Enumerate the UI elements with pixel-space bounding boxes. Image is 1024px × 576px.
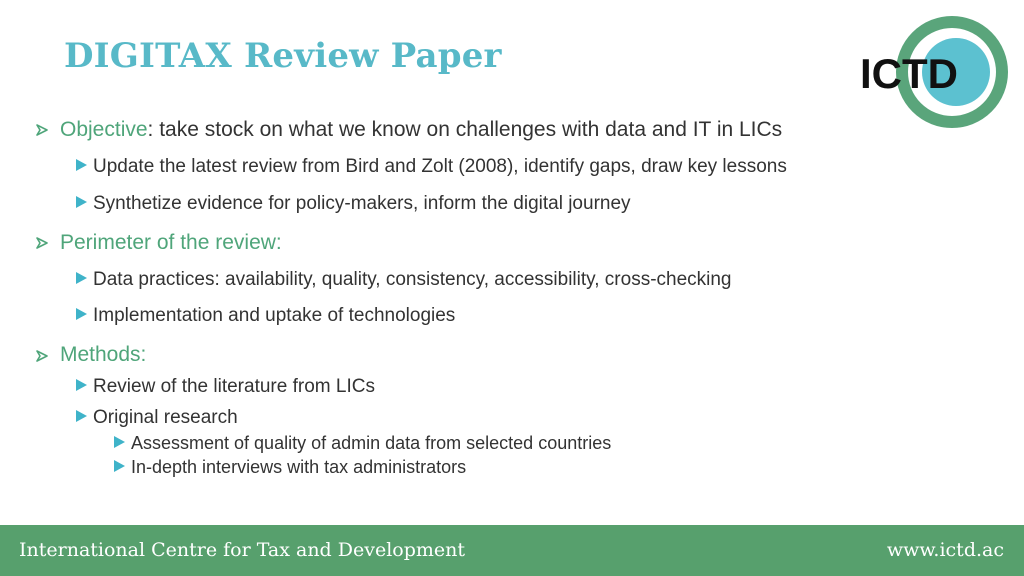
hollow-arrowhead-icon [36,124,48,136]
sub-bullet-text: Review of the literature from LICs [93,376,375,397]
sub-bullet-text: Update the latest review from Bird and Zolt (2008), identify gaps, draw key lessons [93,156,787,177]
triangle-right-icon [76,196,87,208]
sub-bullet [76,376,375,398]
sub-bullet-text: Data practices: availability, quality, consistency, accessibility, cross-checking [93,269,732,290]
sub-bullet-text: Synthetize evidence for policy-makers, inform the digital journey [93,193,631,214]
triangle-right-icon [114,436,125,448]
sub-bullet [76,269,732,291]
sub-bullet-text: Implementation and uptake of technologies [93,305,456,326]
hollow-arrowhead-icon [36,350,48,362]
triangle-right-icon [76,379,87,391]
hollow-arrowhead-icon [36,237,48,249]
sub-sub-bullet-text: In-depth interviews with tax administrators [131,457,467,477]
sub-sub-bullet [114,457,466,478]
bullet-objective [60,118,782,142]
sub-bullet-text: Original research [93,407,238,428]
triangle-right-icon [76,410,87,422]
sub-bullet [76,156,787,178]
sub-sub-bullet [114,433,611,454]
objective-text: : take stock on what we know on challenges with data and IT in LICs [147,118,783,141]
logo-text: ICTD [860,50,958,97]
sub-bullet [76,193,631,215]
bullet-methods: Methods: [60,343,147,366]
slide-title: DIGITAX Review Paper [64,36,502,76]
triangle-right-icon [76,159,87,171]
sub-bullet [76,305,455,327]
footer-org-name: International Centre for Tax and Development [19,539,466,561]
footer-url[interactable]: www.ictd.ac [886,539,1004,561]
bullet-perimeter: Perimeter of the review: [60,231,282,254]
footer-bar [0,525,1024,576]
sub-sub-bullet-text: Assessment of quality of admin data from selected countries [131,433,612,453]
triangle-right-icon [76,272,87,284]
triangle-right-icon [76,308,87,320]
triangle-right-icon [114,460,125,472]
sub-bullet [76,407,238,429]
objective-label: Objective [60,118,148,141]
